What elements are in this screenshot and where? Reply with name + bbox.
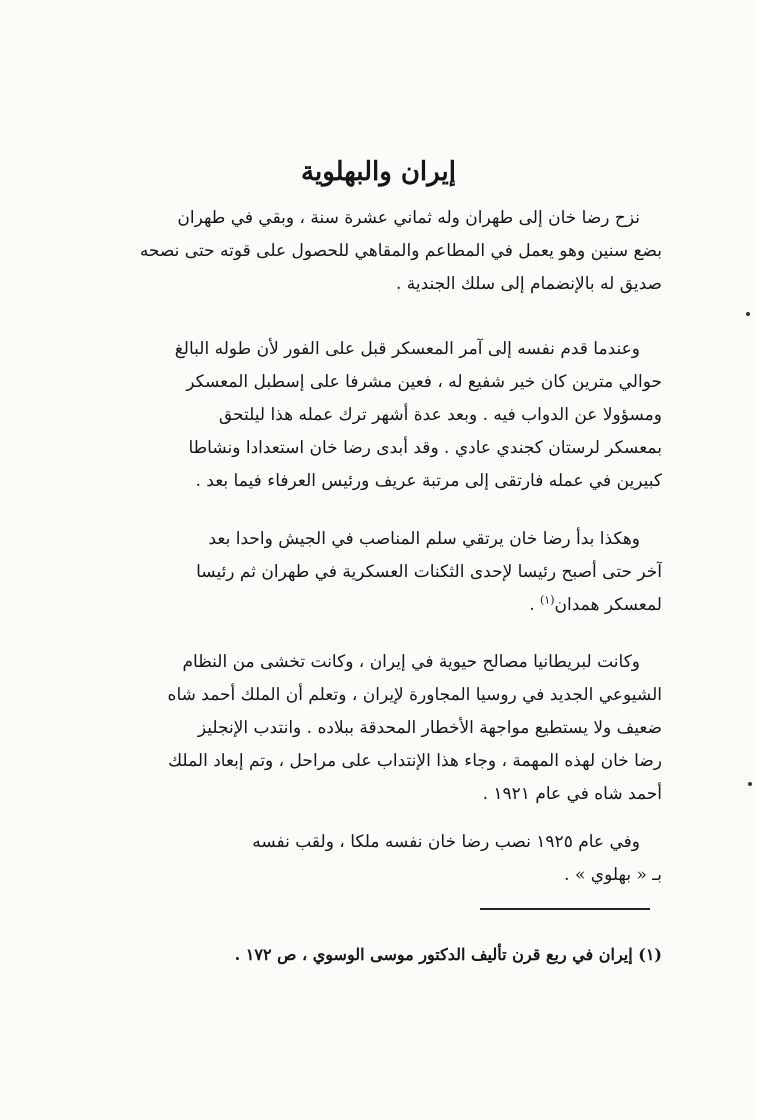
text-line: أحمد شاه في عام ١٩٢١ . [482, 784, 662, 804]
paragraph-1 [110, 202, 662, 301]
text-line: كبيرين في عمله فارتقى إلى مرتبة عريف ورئيس العرفاء فيما بعد . [195, 471, 662, 491]
scan-mark [746, 312, 750, 316]
text-line: بـ « بهلوي » . [564, 865, 662, 885]
text-line: وفي عام ١٩٢٥ نصب رضا خان نفسه ملكا ، ولقب نفسه [252, 832, 640, 852]
text-line: وهكذا بدأ رضا خان يرتقي سلم المناصب في الجيش واحدا بعد [208, 529, 640, 549]
text-line: وكانت لبريطانيا مصالح حيوية في إيران ، وكانت تخشى من النظام [182, 652, 640, 672]
text-fragment: . [529, 595, 540, 615]
paragraph-5 [110, 826, 662, 892]
text-line: وعندما قدم نفسه إلى آمر المعسكر قبل على الفور لأن طوله البالغ [174, 339, 640, 359]
footnote-reference: (١) [540, 593, 555, 607]
paragraph-3 [110, 523, 662, 622]
scan-mark [748, 782, 752, 786]
paragraph-4 [110, 646, 662, 811]
text-line: صديق له بالإنضمام إلى سلك الجندية . [395, 274, 662, 294]
text-line: رضا خان لهذه المهمة ، وجاء هذا الإنتداب على مراحل ، وتم إبعاد الملك [168, 751, 662, 771]
text-line: الشيوعي الجديد في روسيا المجاورة لإيران ، وتعلم أن الملك أحمد شاه [167, 685, 662, 705]
text-line-last [110, 589, 662, 622]
page-title: إيران والبهلوية [301, 157, 456, 188]
text-line: ومسؤولا عن الدواب فيه . وبعد عدة أشهر ترك عمله هذا ليلتحق [218, 405, 662, 425]
text-line: نزح رضا خان إلى طهران وله ثماني عشرة سنة ، وبقي في طهران [177, 208, 640, 228]
text-line: آخر حتى أصبح رئيسا لإحدى الثكنات العسكرية في طهران ثم رئيسا [196, 562, 662, 582]
text-line: ضعيف ولا يستطيع مواجهة الأخطار المحدقة ببلاده . وانتدب الإنجليز [197, 718, 662, 738]
paragraph-2 [110, 333, 662, 498]
footnote-divider [480, 908, 650, 910]
text-fragment: لمعسكر همدان [554, 595, 662, 615]
text-line: بضع سنين وهو يعمل في المطاعم والمقاهي للحصول على قوته حتى نصحه [139, 241, 662, 261]
footnote: (١) إيران في ربع قرن تأليف الدكتور موسى الوسوي ، ص ١٧٢ . [234, 945, 662, 964]
text-line: حوالي مترين كان خير شفيع له ، فعين مشرفا على إسطبل المعسكر [186, 372, 662, 392]
text-line: بمعسكر لرستان كجندي عادي . وقد أبدى رضا خان استعدادا ونشاطا [188, 438, 662, 458]
